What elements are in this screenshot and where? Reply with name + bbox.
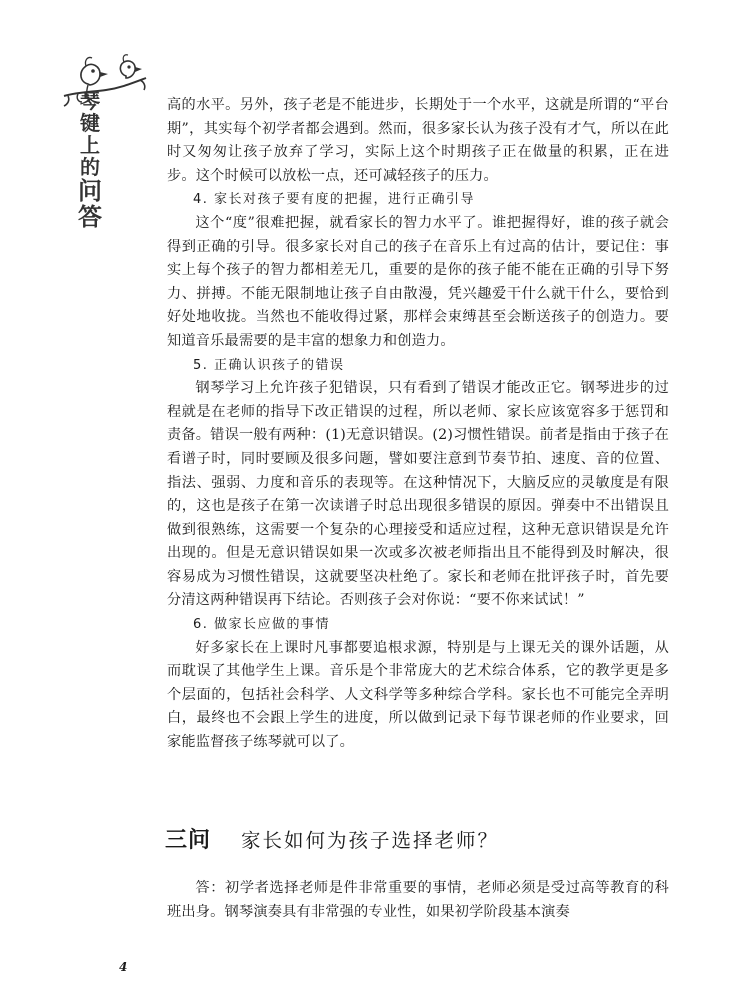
- sidebar-char: 键: [80, 111, 100, 135]
- section-title-text: 家长如何为孩子选择老师？: [241, 829, 500, 852]
- paragraph: 这个“度”很难把握，就看家长的智力水平了。谁把握得好，谁的孩子就会得到正确的引导。很多家长对自己的孩子在音乐上有过高的估计，要记住：事实上每个孩子的智力都相差无几，重要的是你的孩子能不能在正确的引导下努力、拼搏。不能无限制地让孩子自由散漫，凭兴趣爱干什么就干什么，要恰到好处地收拢。当然也不能收得过紧，那样会束缚甚至会断送孩子的创造力。要知道音乐最需要的是丰富的想象力和创造力。: [167, 214, 669, 349]
- sidebar-book-title: [70, 90, 110, 230]
- paragraph: 好多家长在上课时凡事都要追根求源，特别是与上课无关的课外话题，从而耽误了其他学生上课。音乐是个非常庞大的艺术综合体系，它的教学更是多个层面的，包括社会科学、人文科学等多种综合学科。家长也不可能完全弄明白，最终也不会跟上学生的进度，所以做到记录下每节课老师的作业要求，回家能监督孩子练琴就可以了。: [167, 639, 669, 751]
- subheading: 6. 做家长应做的事情: [193, 617, 331, 633]
- subheading: 5. 正确认识孩子的错误: [193, 357, 345, 373]
- sidebar-char: 答: [78, 203, 102, 231]
- page-number: 4: [119, 960, 128, 974]
- subheading: 4. 家长对孩子要有度的把握，进行正确引导: [193, 192, 476, 208]
- sidebar-char: 上: [80, 133, 100, 157]
- sidebar-char: 的: [80, 155, 100, 179]
- page-body: [167, 94, 669, 755]
- sidebar-char: 问: [78, 177, 102, 205]
- paragraph: 高的水平。另外，孩子老是不能进步，长期处于一个水平，这就是所谓的“平台期”，其实每个初学者都会遇到。然而，很多家长认为孩子没有才气，所以在此时又匆匆让孩子放弃了学习，实际上这个时期孩子正在做量的积累，正在进步。这个时候可以放松一点，还可减轻孩子的压力。: [167, 97, 669, 184]
- answer-body: [167, 877, 669, 924]
- section-number: 三问: [165, 828, 212, 853]
- answer-paragraph: 答：初学者选择老师是件非常重要的事情，老师必须是受过高等教育的科班出身。钢琴演奏具有非常强的专业性，如果初学阶段基本演奏: [167, 880, 669, 920]
- paragraph: 钢琴学习上允许孩子犯错误，只有看到了错误才能改正它。钢琴进步的过程就是在老师的指导下改正错误的过程，所以老师、家长应该宽容多于惩罚和责备。错误一般有两种：(1)无意识错误。(2)习惯性错误。前者是指由于孩子在看谱子时，同时要顾及很多问题，譬如要注意到节奏节拍、速度、音的位置、指法、强弱、力度和音乐的表现等。在这种情况下，大脑反应的灵敏度是有限的，这也是孩子在第一次读谱子时总出现很多错误的原因。弹奏中不出错误且做到很熟练，这需要一个复杂的心理接受和适应过程，这种无意识错误是允许出现的。但是无意识错误如果一次或多次被老师指出且不能得到及时解决，很容易成为习惯性错误，这就要坚决杜绝了。家长和老师在批评孩子时，首先要分清这两种错误再下结论。否则孩子会对你说：“要不你来试试！”: [167, 380, 669, 609]
- section-heading: [165, 823, 670, 854]
- sidebar-char: 琴: [80, 89, 100, 113]
